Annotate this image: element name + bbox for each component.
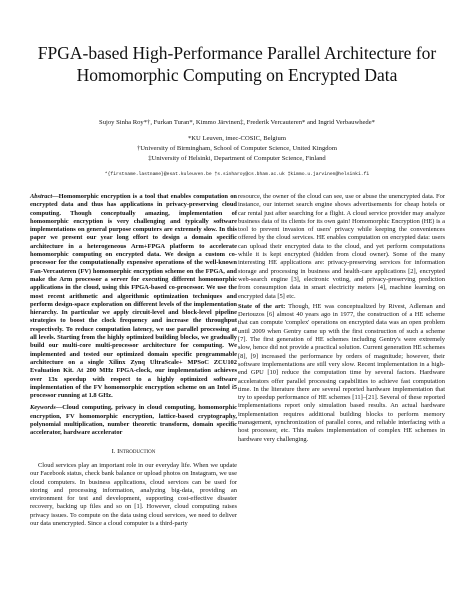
keywords-text: —Cloud computing, privacy in cloud computing, homomorphic encryption, FV homomorphic encryption, lattice-based cryptography, polynomial multiplication, number theoretic transform, domain specific accelerator, hardware accelerator [30,404,237,437]
abstract-label: Abstract [30,193,53,200]
affiliation-birmingham: †University of Birmingham, School of Computer Science, United Kingdom [137,145,337,152]
keywords-label: Keywords [30,404,56,412]
abstract-text: —Homomorphic encryption is a tool that enables computation on encrypted data and thus has applications in privacy-preserving cloud computing. Though conceptually amazing, implementation of homomorphic encryption is very challenging and typically software implementations on general purpose computers are extremely slow. In this paper we present our year long effort to design a domain specific architecture in a heterogeneous Arm+FPGA platform to accelerate homomorphic computing on encrypted data. We design a custom co-processor for the computationally expensive operations of the well-known Fan-Vercauteren (FV) homomorphic encryption scheme on the FPGA, and make the Arm processor a server for executing different homomorphic applications in the cloud, using this FPGA-based co-processor. We use the most recent arithmetic and algorithmic optimization techniques and perform design-space exploration on different levels of the implementation hierarchy. In particular we apply circuit-level and block-level pipeline strategies to boost the clock frequency and increase the throughput respectively. To reduce computation latency, we use parallel processing at all levels. Starting from the highly optimized building blocks, we gradually build our multi-core multi-processor architecture for computing. We implemented and tested our optimized domain specific programmable architecture on a single Xilinx Zynq UltraScale+ MPSoC ZCU102 Evaluation Kit. At 200 MHz FPGA-clock, our implementation achieves over 13x speedup with respect to a highly optimized software implementation of the FV homomorphic encryption scheme on an Intel i5 processor running at 1.8 GHz. [30,193,237,400]
right-column [238,193,445,446]
paper-title: FPGA-based High-Performance Parallel Architecture for Homomorphic Computing on Encrypted Data [37,43,437,85]
affiliation-kuleuven: *KU Leuven, imec-COSIC, Belgium [188,135,286,142]
keywords [30,404,237,437]
state-of-the-art-text: Though, HE was conceptualized by Rivest, Adleman and Dertouzos [6] almost 40 years ago in 1977, the construction of a HE scheme that can compute 'complex' operations on encrypted data was an open problem until 2009 when Gentry came up with the first construction of such a scheme [7]. The first generation of HE schemes including Gentry's were extremely slow, hence did not provide a practical solution. Current generation HE schemes [8], [9] increased the performance by orders of magnitude; however, their software implementations are still very slow. Recent implementation in a high-end GPU [10] reduce the computation time by several factors. Hardware accelerators offer parallel processing capabilities to achieve fast computation time. In the literature there are several reported hardware implementation that try to speedup performance of HE schemes [11]–[21]. Several of these reported implementations report only simulation based results. An actual hardware implementation requires additional building blocks to perform memory management, synchronization of parallel cores, and reliable interfacing with a host processor, etc. This makes implementation of complex HE schemes in hardware very challenging. [238,302,445,443]
left-column [30,193,237,530]
affiliation-helsinki: ‡University of Helsinki, Department of Computer Science, Finland [148,155,326,162]
section-heading-introduction: I. Introduction [111,447,156,455]
affiliation-list [20,134,454,164]
state-of-the-art-label: State of the art: [238,302,286,310]
intro-continuation-paragraph: resource, the owner of the cloud can see, use or abuse the unencrypted data. For instance, our internet search engine shows advertisements for cheap hotels or car rental just after searching for a flight. A cloud service provider may analyze business data of its clients for its own gain! Homomorphic Encryption (HE) is a tool to prevent invasion of users' privacy while keeping the conveniences offered by the cloud services. HE enables computation on encrypted data: users can upload their encrypted data to the cloud, and yet perform computations while it is kept encrypted (hidden from cloud owner). Some of the many interesting HE applications are: privacy-preserving services for information storage and processing in business and health-care applications [2], encrypted web-search engine [3], electronic voting, and privacy-preserving prediction from consumption data in smart electricity meters [4], machine learning on encrypted data [5] etc. [238,193,445,300]
state-of-the-art-paragraph [238,303,445,444]
abstract [30,193,237,400]
intro-paragraph: Cloud services play an important role in our everyday life. When we update our Facebook status, check bank balance or upload photos on Instagram, we use cloud computers. In business applications, cloud services can be used for storing and processing information, analyzing big-data, providing an environment for test and development, supporting cost-effective disaster recovery, backing up files and so on [1]. However, cloud computing raises privacy issues. To compute on the data using cloud services, we need to deliver our data unencrypted. Since a cloud computer is a third-party [30,461,237,527]
author-list: Sujoy Sinha Roy*†, Furkan Turan*, Kimmo Järvinen‡, Frederik Vercauteren* and Ingrid Verbauwhede* [99,119,375,126]
author-emails: *{firstname.lastname}@esat.kuleuven.be †s.sinharoy@cs.bham.ac.uk ‡kimmo.u.jarvinen@helsinki.fi [104,172,370,177]
